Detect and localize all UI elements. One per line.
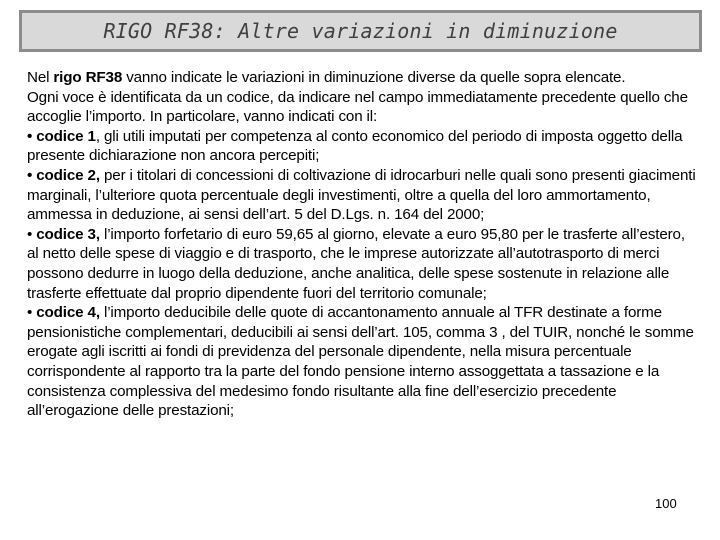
intro-prefix: Nel — [27, 69, 54, 86]
bullet: • — [27, 304, 33, 322]
slide-title-box — [19, 10, 702, 52]
explanation-paragraph: Ogni voce è identificata da un codice, da indicare nel campo immediatamente precedente quello che accoglie l’importo. In particolare, vanno indicati con il: — [27, 88, 688, 126]
item-text: , gli utili imputati per competenza al conto economico del periodo di imposta oggetto della presente dichiarazione non ancora percepiti; — [27, 127, 683, 165]
page-number: 100 — [655, 496, 677, 511]
code-label: codice 1 — [32, 127, 96, 145]
slide-body — [27, 68, 697, 421]
code-label: codice 4, — [32, 304, 100, 322]
intro-bold: rigo RF38 — [53, 69, 123, 86]
item-text: per i titolari di concessioni di coltivazione di idrocarburi nelle quali sono presenti giacimenti marginali, l’ulteriore quota percentuale degli investimenti, oltre a quella del loro ammortamento, ammessa in deduzione, ai sensi dell’art. 5 del D.Lgs. n. 164 del 2000; — [27, 166, 696, 224]
bullet: • — [27, 225, 33, 243]
bullet: • — [27, 166, 33, 184]
bullet: • — [27, 127, 33, 145]
intro-paragraph — [27, 68, 697, 88]
code-label: codice 2, — [32, 166, 100, 184]
slide-title: RIGO RF38: Altre variazioni in diminuzione — [103, 19, 618, 43]
item-text: l’importo deducibile delle quote di accantonamento annuale al TFR destinate a forme pensionistiche complementari, deducibili ai sensi dell’art. 105, comma 3 , del TUIR, nonché le somme erogate agli iscritti ai fondi di previdenza del personale dipendente, nella misura percentuale corrispondente al rapporto tra la parte del fondo pensione interno assoggettata a tassazione e la consistenza complessiva del medesimo fondo risultante alla fine dell’esercizio precedente all’erogazione delle prestazioni; — [27, 304, 694, 420]
list-item-codice-1 — [27, 127, 697, 166]
intro-suffix: vanno indicate le variazioni in diminuzione diverse da quelle sopra elencate. — [122, 69, 626, 86]
list-item-codice-3 — [27, 225, 697, 303]
code-label: codice 3, — [32, 225, 100, 243]
list-item-codice-2 — [27, 166, 697, 225]
item-text: l’importo forfetario di euro 59,65 al giorno, elevate a euro 95,80 per le trasferte all’estero, al netto delle spese di viaggio e di trasporto, che le imprese autorizzate all’autotrasporto di merci possono dedurre in luogo della deduzione, anche analitica, delle spese sostenute in relazione alle trasferte effettuate dal proprio dipendente fuori del territorio comunale; — [27, 225, 685, 302]
list-item-codice-4 — [27, 303, 697, 421]
